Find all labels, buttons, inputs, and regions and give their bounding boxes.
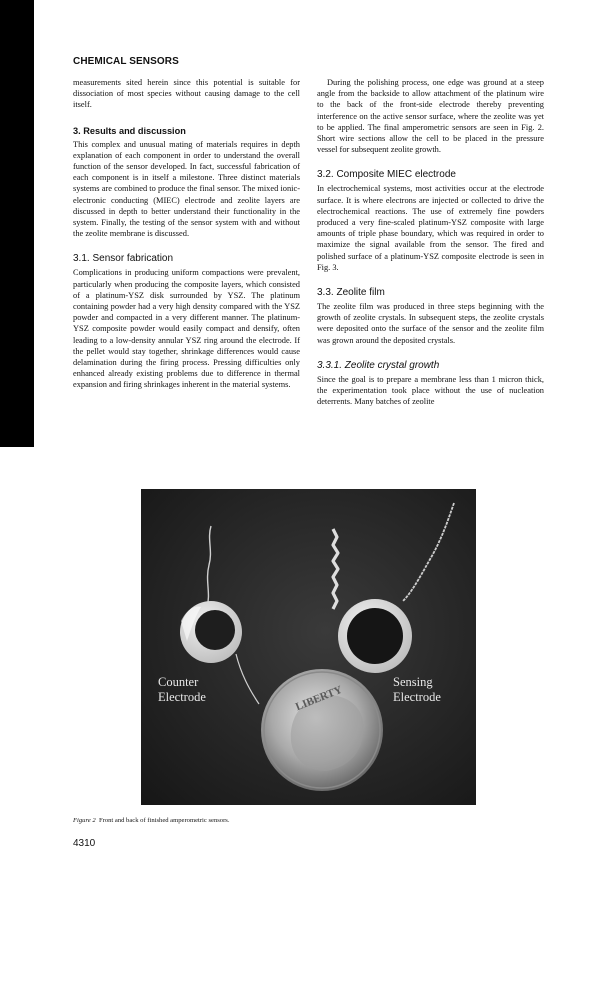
section-3-paragraph: This complex and unusual mating of materials requires in depth explanation of each component in order to understand the overall function of the sensor developed. In fact, successful fabrication of each component is in itself a milestone. Three distinct materials systems are combined to produce the final sensor. The mixed ionic-electronic conducting (MIEC) electrode and zeolite layers are discussed in depth to better understand their functionality in the system. Finally, the testing of the sensor system with and without the zeolite membrane is discussed. [73, 139, 300, 239]
section-3-2-heading: 3.2. Composite MIEC electrode [317, 169, 456, 181]
counter-electrode-label: Counter Electrode [158, 675, 206, 704]
page-number: 4310 [73, 838, 96, 849]
section-3-3-1-heading: 3.3.1. Zeolite crystal growth [317, 359, 440, 371]
section-3-3-heading: 3.3. Zeolite film [317, 287, 385, 299]
right-column [317, 77, 544, 407]
section-3-heading: 3. Results and discussion [73, 125, 186, 136]
sensing-electrode-label: Sensing Electrode [393, 675, 441, 704]
running-head: CHEMICAL SENSORS [73, 56, 179, 67]
counter-electrode-disk [180, 601, 242, 663]
dime-coin [261, 669, 383, 791]
figure-caption [73, 817, 230, 824]
polishing-paragraph: During the polishing process, one edge was ground at a steep angle from the backside to allow attachment of the platinum wire to the back of the front-side electrode thereby preventing interference on the active sensor surface, where the zeolite was yet to be applied. The final amperometric sensors are seen in Fig. 2. Short wire sections allow the cell to be placed in the pressure vessel for subsequent zeolite growth. [317, 78, 544, 155]
sensing-crinkled-wire [333, 529, 338, 609]
section-3-1-paragraph: Complications in producing uniform compactions were prevalent, particularly when producing the composite layers, which consisted of a platinum-YSZ disk surrounded by YSZ. The platinum containing powder had a very high density compared with the YSZ powder and compacted in a very different manner. The platinum-YSZ composite powder would easily compact and densify, often leading to a low-density annular YSZ ring around the electrode. If the pellet would stay together, shrinkage differences would cause delamination during the firing process. Pressing difficulties only enhanced already existing problems due to difference in thermal expansion and firing shrinkages inherent in the material systems. [73, 268, 300, 390]
section-3-1-heading: 3.1. Sensor fabrication [73, 253, 174, 265]
coin-liberty-text: LIBERTY [293, 683, 344, 714]
caption-label: Figure 2 [73, 817, 96, 824]
counter-lead-wire [207, 526, 211, 607]
section-3-2-paragraph: In electrochemical systems, most activities occur at the electrode surface. It is where electrons are injected or collected to drive the electrochemical reactions. The use of extremely fine powders produced a very fine-scaled platinum-YSZ composite with large amounts of triple phase boundary, which was required in order to maximize the signal available from the sensor. The fired and polished surface of a platinum-YSZ composite electrode is seen in Fig. 3. [317, 184, 544, 272]
left-column [73, 77, 300, 391]
page-edge-bar [0, 0, 34, 447]
section-3-3-paragraph: The zeolite film was produced in three steps beginning with the growth of zeolite crystals. In subsequent steps, the zeolite crystals were deposited onto the surface of the sensor and the zeolite film was grown around the deposited crystals. [317, 302, 544, 345]
intro-paragraph: measurements sited herein since this potential is suitable for dissociation of most species without causing damage to the cell itself. [73, 78, 300, 110]
section-3-3-1-paragraph: Since the goal is to prepare a membrane less than 1 micron thick, the experimentation took place without the use of nucleation deterrents. Many batches of zeolite [317, 374, 544, 407]
sensor-photo-drawing [141, 489, 476, 805]
sensing-electrode-disk [338, 599, 412, 673]
sensing-lead-wire [403, 503, 454, 601]
counter-tail-wire [236, 654, 259, 704]
figure-2-photo [141, 489, 476, 805]
caption-text: Front and back of finished amperometric sensors. [98, 817, 230, 824]
